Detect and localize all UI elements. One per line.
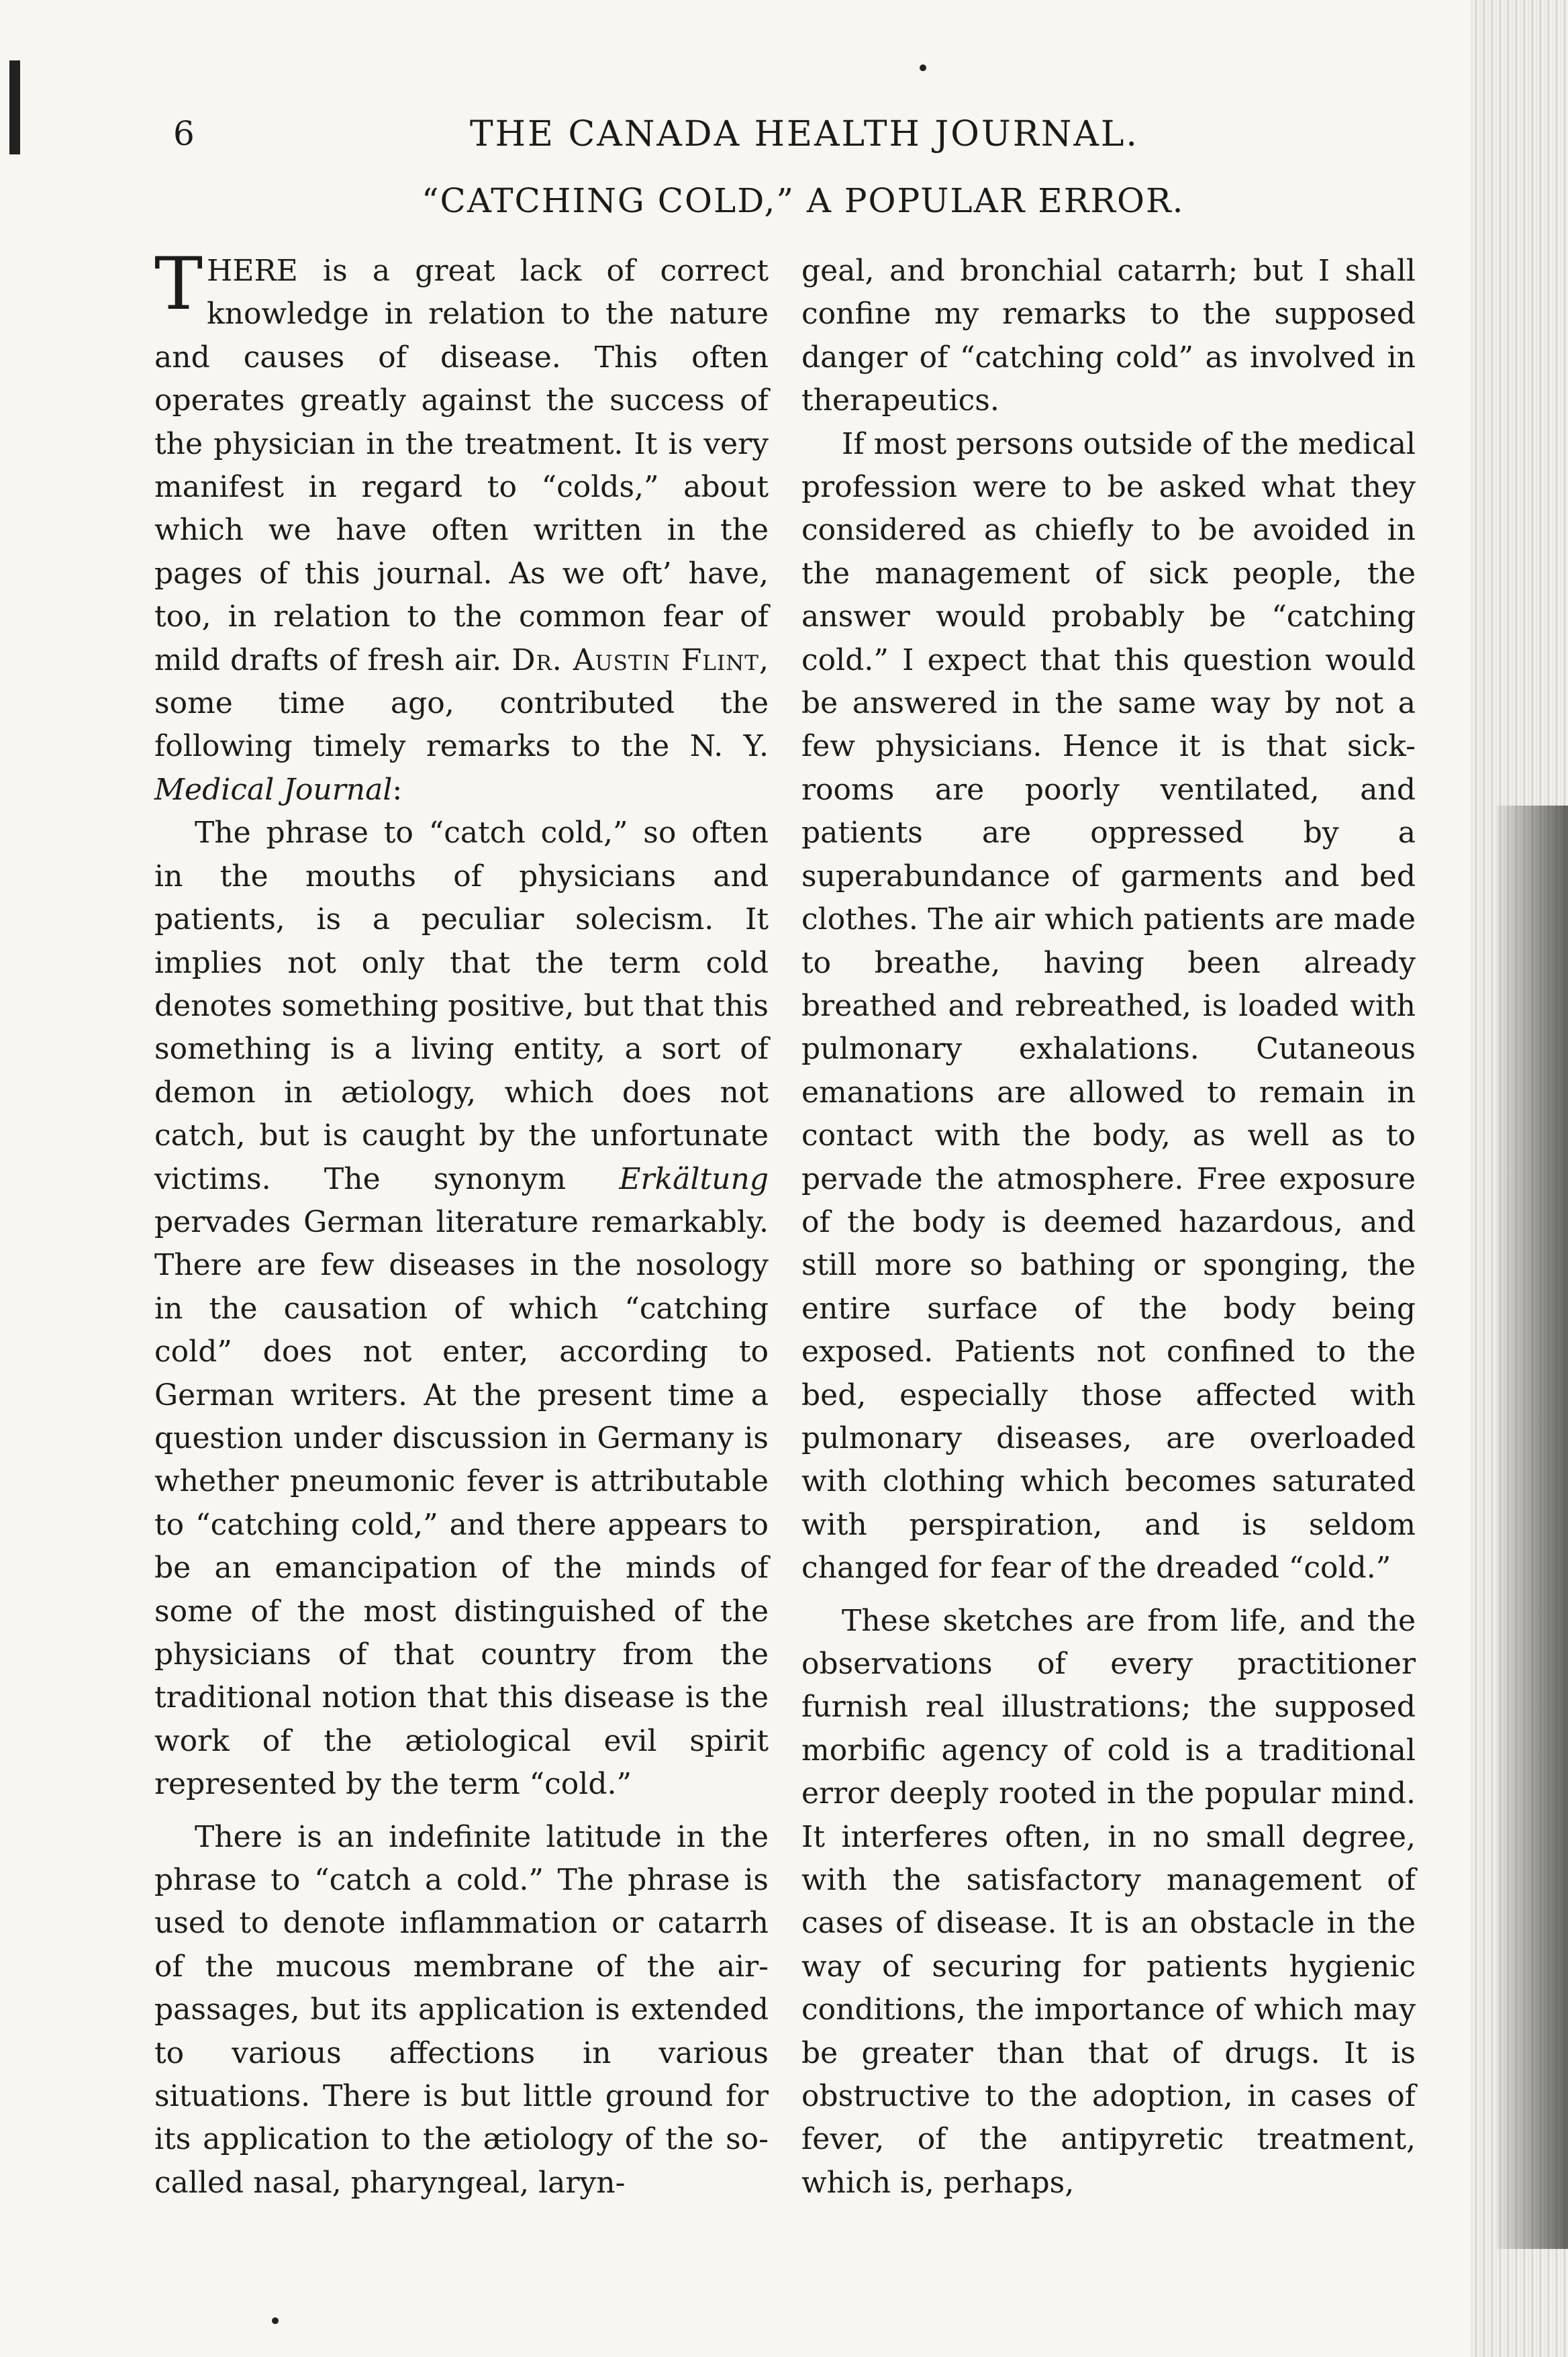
ink-speck	[272, 2317, 279, 2324]
body-paragraph: geal, and bronchial catarrh; but I shall confine my remarks to the supposed danger of “catching cold” as involved in therapeutics.	[801, 254, 1416, 418]
intro-text: HERE is a great lack of correct knowledge in relation to the nature and causes of disease. This often operates greatly against the success of the physician in the treatment. It is very manifest in regard to “colds,” about which we have often written in the pages of this journal. As we oft’ have, too, in relation to the common fear of mild drafts of fresh air.	[154, 254, 769, 677]
left-column	[154, 242, 769, 2205]
right-column	[801, 250, 1416, 2205]
body-paragraph: There is an indefinite latitude in the phrase to “catch a cold.” The phrase is used to denote inflammation or catarrh of the mucous membrane of the air-passages, but its application is extended to various affections in various situations. There is but little ground for its application to the ætiology of the so-called nasal, pharyngeal, laryn-	[154, 1819, 769, 2200]
ink-speck	[920, 64, 926, 71]
body-paragraph: These sketches are from life, and the observations of every practitioner furnish real illustrations; the supposed morbific agency of cold is a traditional error deeply rooted in the popular mind. It interferes often, in no small degree, with the satisfactory management of cases of disease. It is an obstacle in the way of securing for patients hygienic conditions, the importance of which may be greater than that of drugs. It is obstructive to the adoption, in cases of fever, of the antipyretic treatment, which is, perhaps,	[801, 1603, 1416, 2200]
body-paragraph	[154, 812, 769, 1806]
journal-title: THE CANADA HEALTH JOURNAL.	[470, 114, 1139, 154]
intro-paragraph	[154, 242, 769, 812]
intro-text-continued: , some time ago, contributed the following timely remarks to the N. Y.	[154, 642, 769, 764]
scan-edge-mark	[9, 60, 20, 154]
author-name: Dr. Austin Flint	[511, 642, 759, 677]
article-title: “CATCHING COLD,” A POPULAR ERROR.	[422, 181, 1185, 220]
drop-cap: T	[154, 242, 203, 326]
german-term: Erkältung	[619, 1161, 769, 1196]
page-number: 6	[173, 114, 195, 153]
intro-end-punctuation: :	[392, 772, 403, 807]
journal-reference: Medical Journal	[154, 772, 393, 807]
body-paragraph: If most persons outside of the medical profession were to be asked what they considered as chiefly to be avoided in the management of sick people, the answer would probably be “catching cold.” I expect that this question would be answered in the same way by not a few physicians. Hence it is that sick-rooms are poorly ventilated, and patients are oppressed by a superabundance of garments and bed clothes. The air which patients are made to breathe, having been already breathed and rebreathed, is loaded with pulmonary exhalations. Cutaneous emanations are allowed to remain in contact with the body, as well as to pervade the atmosphere. Free exposure of the body is deemed hazardous, and still more so bathing or sponging, the entire surface of the body being exposed. Patients not confined to the bed, especially those affected with pulmonary diseases, are overloaded with clothing which becomes saturated with perspiration, and is seldom changed for fear of the dreaded “cold.”	[801, 426, 1416, 1586]
paragraph-text: The phrase to “catch cold,” so often in the mouths of physicians and patients, is a peculiar solecism. It implies not only that the term cold denotes something positive, but that this something is a living entity, a sort of demon in ætiology, which does not catch, but is caught by the unfortunate victims. The synonym	[154, 816, 769, 1196]
book-page-edge-shadow	[1497, 806, 1568, 2249]
paragraph-text-continued: pervades German literature remarkably. There are few diseases in the nosology in the causation of which “catching cold” does not enter, according to German writers. At the present time a question under discussion in Germany is whether pneumonic fever is attributable to “catching cold,” and there appears to be an emancipation of the minds of some of the most distinguished of the physicians of that country from the traditional notion that this disease is the work of the ætiological evil spirit represented by the term “cold.”	[154, 1204, 769, 1802]
